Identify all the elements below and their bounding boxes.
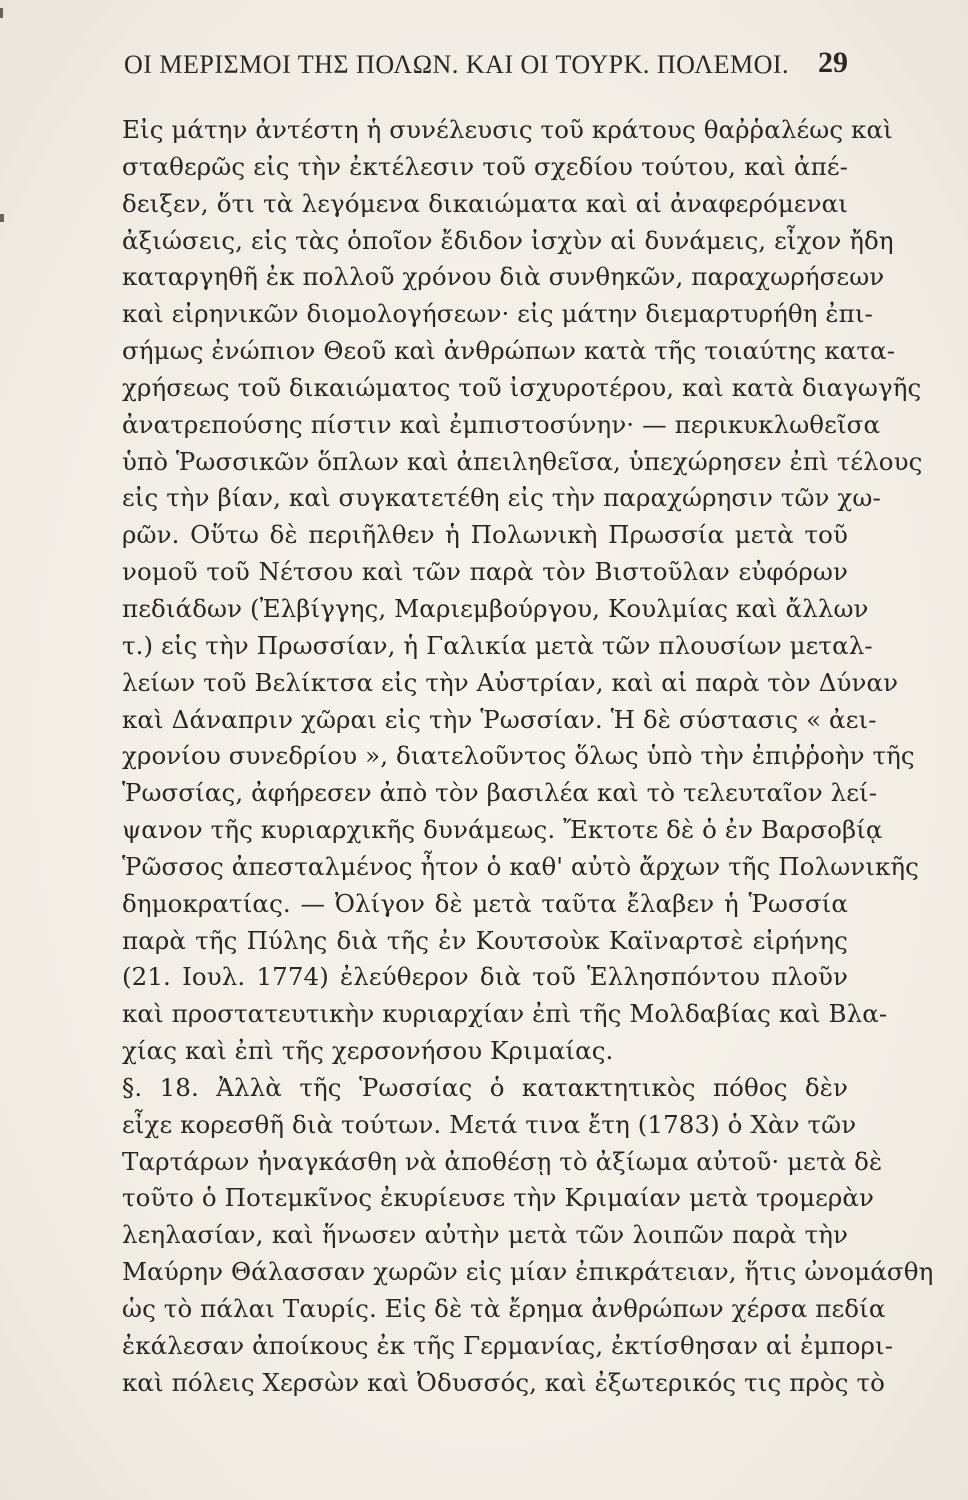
text-line: χρήσεως τοῦ δικαιώματος τοῦ ἰσχυροτέρου, καὶ κατὰ διαγωγῆς [122, 372, 922, 402]
text-line: λεηλασίαν, καὶ ἥνωσεν αὐτὴν μετὰ τῶν λοιπῶν παρὰ τὴν [122, 1220, 848, 1250]
text-line: καὶ πόλεις Χερσὼν καὶ Ὀδυσσός, καὶ ἐξωτερικός τις πρὸς τὸ [122, 1367, 885, 1397]
text-line: Ῥῶσσος ἀπεσταλμένος ἦτον ὁ καθ' αὐτὸ ἄρχων τῆς Πολωνικῆς [122, 851, 919, 881]
page-header [124, 46, 848, 90]
text-line: δειξεν, ὅτι τὰ λεγόμενα δικαιώματα καὶ αἱ ἀναφερόμεναι [122, 188, 848, 218]
text-line: ἐκάλεσαν ἀποίκους ἐκ τῆς Γερμανίας, ἐκτίσθησαν αἱ ἐμπορι- [122, 1330, 894, 1360]
text-line: ὑπὸ Ῥωσσικῶν ὅπλων καὶ ἀπειληθεῖσα, ὑπεχώρησεν ἐπὶ τέλους [122, 446, 923, 476]
text-line: εἶχε κορεσθῆ διὰ τούτων. Μετά τινα ἔτη (1783) ὁ Χὰν τῶν [122, 1109, 857, 1139]
text-line: παρὰ τῆς Πύλης διὰ τῆς ἐν Κουτσοὺκ Καϊναρτσὲ εἰρήνης [122, 925, 848, 955]
binding-edge-mark [0, 8, 3, 18]
text-line: ἀνατρεπούσης πίστιν καὶ ἐμπιστοσύνην· — περικυκλωθεῖσα [122, 409, 881, 439]
text-line: πεδιάδων (Ἐλβίγγης, Μαριεμβούργου, Κουλμίας καὶ ἄλλων [122, 593, 869, 623]
text-line: ρῶν. Οὕτω δὲ περιῆλθεν ἡ Πολωνικὴ Πρωσσία μετὰ τοῦ [122, 520, 848, 550]
text-line: ἀξιώσεις, εἰς τὰς ὁποῖον ἔδιδον ἰσχὺν αἱ δυνάμεις, εἶχον ἤδη [122, 225, 894, 255]
text-line: εἰς τὴν βίαν, καὶ συγκατετέθη εἰς τὴν παραχώρησιν τῶν χω- [122, 483, 881, 513]
text-line: τ.) εἰς τὴν Πρωσσίαν, ἡ Γαλικία μετὰ τῶν πλουσίων μεταλ- [122, 630, 873, 660]
text-line: Ῥωσσίας, ἀφήρεσεν ἀπὸ τὸν βασιλέα καὶ τὸ τελευταῖον λεί- [122, 778, 878, 808]
binding-edge-mark [0, 214, 4, 222]
running-head: ΟΙ ΜΕΡΙΣΜΟΙ ΤΗΣ ΠΟΛΩΝ. ΚΑΙ ΟΙ ΤΟΥΡΚ. ΠΟΛΕΜΟΙ. [124, 50, 789, 79]
page-number: 29 [818, 46, 848, 79]
text-line: νομοῦ τοῦ Νέτσου καὶ τῶν παρὰ τὸν Βιστοῦλαν εὐφόρων [122, 557, 848, 587]
text-line: χίας καὶ ἐπὶ τῆς χερσονήσου Κριμαίας. [122, 1036, 614, 1066]
text-line: λείων τοῦ Βελίκτσα εἰς τὴν Αὐστρίαν, καὶ αἱ παρὰ τὸν Δύναν [122, 667, 899, 697]
text-line: σήμως ἐνώπιον Θεοῦ καὶ ἀνθρώπων κατὰ τῆς τοιαύτης κατα- [122, 336, 896, 366]
text-line: σταθερῶς εἰς τὴν ἐκτέλεσιν τοῦ σχεδίου τούτου, καὶ ἀπέ- [122, 151, 848, 181]
text-line: τοῦτο ὁ Ποτεμκῖνος ἐκυρίευσε τὴν Κριμαίαν μετὰ τρομερὰν [122, 1183, 875, 1213]
text-line: ὡς τὸ πάλαι Ταυρίς. Εἰς δὲ τὰ ἔρημα ἀνθρώπων χέρσα πεδία [122, 1294, 886, 1323]
text-line: καὶ εἰρηνικῶν διομολογήσεων· εἰς μάτην διεμαρτυρήθη ἐπι- [122, 299, 873, 329]
text-line: Ταρτάρων ἠναγκάσθη νὰ ἀποθέσῃ τὸ ἀξίωμα αὐτοῦ· μετὰ δὲ [122, 1146, 883, 1176]
text-line: ψανον τῆς κυριαρχικῆς δυνάμεως. Ἔκτοτε δὲ ὁ ἐν Βαρσοβίᾳ [122, 815, 883, 845]
text-line: καὶ προστατευτικὴν κυριαρχίαν ἐπὶ τῆς Μολδαβίας καὶ Βλα- [122, 999, 888, 1029]
body-text [122, 112, 934, 1402]
text-line: (21. Ιουλ. 1774) ἐλεύθερον διὰ τοῦ Ἑλλησπόντου πλοῦν [122, 962, 848, 992]
section-heading-line: §. 18. Ἀλλὰ τῆς Ῥωσσίας ὁ κατακτητικὸς πόθος δὲν [122, 1072, 848, 1102]
text-line: δημοκρατίας. — Ὀλίγον δὲ μετὰ ταῦτα ἔλαβεν ἡ Ῥωσσία [122, 888, 848, 918]
text-line: Μαύρην Θάλασσαν χωρῶν εἰς μίαν ἐπικράτειαν, ἥτις ὠνομάσθη [122, 1257, 934, 1287]
text-line: καὶ Δάναπριν χῶραι εἰς τὴν Ῥωσσίαν. Ἡ δὲ σύστασις « ἀει- [122, 704, 877, 734]
text-line: Εἰς μάτην ἀντέστη ἡ συνέλευσις τοῦ κράτους θαῤῥαλέως καὶ [122, 115, 893, 144]
text-line: καταργηθῆ ἐκ πολλοῦ χρόνου διὰ συνθηκῶν, παραχωρήσεων [122, 262, 885, 292]
text-line: χρονίου συνεδρίου », διατελοῦντος ὅλως ὑπὸ τὴν ἐπιῤῥοὴν τῆς [122, 741, 915, 771]
